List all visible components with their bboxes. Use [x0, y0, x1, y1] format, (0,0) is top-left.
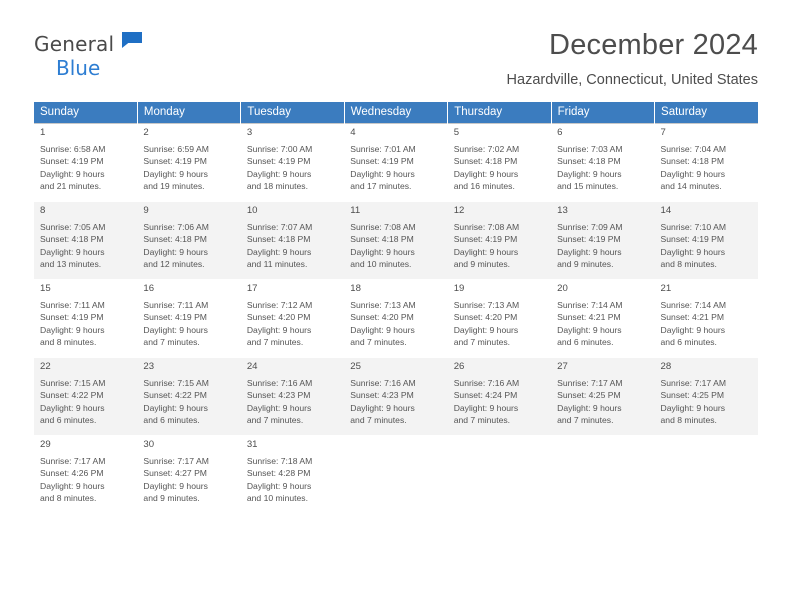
sunrise-text: Sunrise: 7:14 AM: [660, 299, 726, 310]
day-number: 4: [350, 127, 356, 138]
daylight-text-line1: Daylight: 9 hours: [453, 246, 519, 257]
sunrise-text: Sunrise: 7:12 AM: [246, 299, 313, 310]
calendar-day-cell[interactable]: [137, 358, 240, 436]
daylight-text-line2: and 6 minutes.: [40, 415, 97, 426]
calendar-day-cell[interactable]: [241, 202, 344, 280]
sunset-text: Sunset: 4:19 PM: [40, 156, 104, 167]
calendar-day-cell[interactable]: [137, 124, 240, 202]
calendar-empty-cell: [344, 436, 447, 514]
sunset-text: Sunset: 4:27 PM: [143, 468, 207, 479]
day-number: 19: [453, 283, 465, 294]
calendar-day-cell[interactable]: [655, 358, 758, 436]
weekday-header-monday: Monday: [137, 102, 240, 124]
sunset-text: Sunset: 4:21 PM: [660, 312, 725, 323]
sunset-text: Sunset: 4:18 PM: [246, 234, 311, 245]
logo[interactable]: [34, 26, 154, 78]
day-number: 26: [453, 361, 465, 372]
daylight-text-line1: Daylight: 9 hours: [350, 168, 415, 179]
calendar-week-row: [34, 436, 758, 514]
daylight-text-line2: and 8 minutes.: [660, 415, 717, 426]
daylight-text-line2: and 8 minutes.: [40, 337, 97, 348]
daylight-text-line1: Daylight: 9 hours: [557, 402, 622, 413]
day-number: 2: [143, 127, 149, 138]
daylight-text-line1: Daylight: 9 hours: [143, 168, 208, 179]
calendar-empty-cell: [551, 436, 654, 514]
sunrise-text: Sunrise: 7:09 AM: [557, 221, 623, 232]
day-number: 15: [40, 283, 51, 294]
daylight-text-line1: Daylight: 9 hours: [143, 402, 208, 413]
sunrise-text: Sunrise: 7:17 AM: [40, 455, 106, 466]
day-number: 7: [660, 127, 666, 138]
calendar-day-cell[interactable]: [241, 124, 344, 202]
sunrise-text: Sunrise: 6:58 AM: [40, 143, 106, 154]
daylight-text-line2: and 6 minutes.: [660, 337, 717, 348]
day-number: 12: [453, 205, 465, 216]
calendar-week-row: [34, 358, 758, 436]
calendar-week-row: [34, 280, 758, 358]
daylight-text-line1: Daylight: 9 hours: [660, 324, 726, 335]
sunset-text: Sunset: 4:18 PM: [660, 156, 725, 167]
weekday-header-sunday: Sunday: [34, 102, 137, 124]
calendar-day-cell[interactable]: [448, 124, 551, 202]
daylight-text-line2: and 14 minutes.: [660, 181, 722, 192]
calendar-day-cell[interactable]: [34, 202, 137, 280]
calendar-day-cell[interactable]: [655, 124, 758, 202]
title-block: [507, 26, 758, 88]
sunset-text: Sunset: 4:23 PM: [350, 390, 414, 401]
sunrise-text: Sunrise: 7:16 AM: [246, 377, 313, 388]
sunset-text: Sunset: 4:19 PM: [660, 234, 725, 245]
calendar-day-cell[interactable]: [655, 280, 758, 358]
calendar-day-cell[interactable]: [551, 358, 654, 436]
day-number: 29: [40, 439, 51, 450]
sunset-text: Sunset: 4:25 PM: [660, 390, 725, 401]
day-number: 11: [350, 205, 361, 216]
sunrise-text: Sunrise: 7:08 AM: [350, 221, 416, 232]
day-number: 18: [350, 283, 361, 294]
sunrise-text: Sunrise: 7:03 AM: [557, 143, 623, 154]
calendar-empty-cell: [448, 436, 551, 514]
daylight-text-line2: and 9 minutes.: [453, 259, 511, 270]
sunset-text: Sunset: 4:20 PM: [453, 312, 518, 323]
flag-corner-icon: [122, 32, 142, 48]
day-number: 6: [557, 127, 563, 138]
daylight-text-line1: Daylight: 9 hours: [143, 246, 208, 257]
calendar-week-row: [34, 124, 758, 202]
sunset-text: Sunset: 4:19 PM: [453, 234, 518, 245]
sunrise-text: Sunrise: 7:15 AM: [143, 377, 209, 388]
calendar-day-cell[interactable]: [34, 124, 137, 202]
sunset-text: Sunset: 4:26 PM: [40, 468, 104, 479]
daylight-text-line2: and 7 minutes.: [557, 415, 614, 426]
day-number: 14: [660, 205, 672, 216]
daylight-text-line1: Daylight: 9 hours: [143, 480, 208, 491]
day-number: 17: [246, 283, 258, 294]
day-number: 1: [40, 127, 46, 138]
daylight-text-line1: Daylight: 9 hours: [557, 324, 622, 335]
daylight-text-line2: and 9 minutes.: [557, 259, 614, 270]
sunrise-text: Sunrise: 7:16 AM: [350, 377, 416, 388]
day-number: 16: [143, 283, 155, 294]
daylight-text-line2: and 8 minutes.: [40, 493, 97, 504]
sunrise-text: Sunrise: 7:02 AM: [453, 143, 520, 154]
daylight-text-line2: and 7 minutes.: [453, 337, 511, 348]
daylight-text-line1: Daylight: 9 hours: [40, 246, 105, 257]
sunset-text: Sunset: 4:19 PM: [143, 156, 207, 167]
calendar-day-cell[interactable]: [241, 436, 344, 514]
day-number: 8: [40, 205, 46, 216]
calendar-day-cell[interactable]: [137, 280, 240, 358]
day-number: 27: [557, 361, 568, 372]
location-subtitle: Hazardville, Connecticut, United States: [506, 72, 758, 88]
daylight-text-line1: Daylight: 9 hours: [40, 324, 105, 335]
daylight-text-line2: and 10 minutes.: [350, 259, 412, 270]
sunrise-text: Sunrise: 7:15 AM: [40, 377, 106, 388]
sunrise-text: Sunrise: 7:11 AM: [143, 299, 209, 310]
sunset-text: Sunset: 4:22 PM: [143, 390, 207, 401]
calendar-day-cell[interactable]: [344, 280, 447, 358]
calendar-day-cell[interactable]: [655, 202, 758, 280]
sunrise-text: Sunrise: 7:05 AM: [40, 221, 106, 232]
day-number: 31: [246, 439, 258, 450]
sunset-text: Sunset: 4:21 PM: [557, 312, 621, 323]
daylight-text-line1: Daylight: 9 hours: [453, 168, 519, 179]
calendar-day-cell[interactable]: [34, 358, 137, 436]
daylight-text-line2: and 13 minutes.: [40, 259, 102, 270]
calendar-header-row: [34, 102, 758, 124]
sunset-text: Sunset: 4:23 PM: [246, 390, 311, 401]
day-number: 23: [143, 361, 155, 372]
daylight-text-line1: Daylight: 9 hours: [453, 324, 519, 335]
sunset-text: Sunset: 4:19 PM: [143, 312, 207, 323]
daylight-text-line1: Daylight: 9 hours: [40, 402, 105, 413]
weekday-header-wednesday: Wednesday: [344, 102, 447, 124]
day-number: 5: [453, 127, 460, 138]
day-number: 22: [40, 361, 51, 372]
daylight-text-line2: and 7 minutes.: [350, 415, 407, 426]
sunrise-text: Sunrise: 7:14 AM: [557, 299, 623, 310]
calendar-week-row: [34, 202, 758, 280]
daylight-text-line1: Daylight: 9 hours: [246, 168, 312, 179]
daylight-text-line2: and 7 minutes.: [143, 337, 200, 348]
calendar-day-cell[interactable]: [137, 436, 240, 514]
day-number: 20: [557, 283, 568, 294]
daylight-text-line2: and 9 minutes.: [143, 493, 200, 504]
sunrise-text: Sunrise: 7:11 AM: [40, 299, 105, 310]
calendar-empty-cell: [655, 436, 758, 514]
daylight-text-line2: and 15 minutes.: [557, 181, 619, 192]
daylight-text-line2: and 11 minutes.: [246, 259, 308, 270]
calendar-day-cell[interactable]: [448, 280, 551, 358]
day-number: 25: [350, 361, 361, 372]
sunset-text: Sunset: 4:20 PM: [350, 312, 414, 323]
daylight-text-line2: and 21 minutes.: [40, 181, 102, 192]
page-title: December 2024: [549, 29, 758, 61]
calendar-day-cell[interactable]: [551, 202, 654, 280]
sunrise-text: Sunrise: 7:17 AM: [557, 377, 623, 388]
sunrise-text: Sunrise: 7:17 AM: [660, 377, 726, 388]
daylight-text-line1: Daylight: 9 hours: [350, 324, 415, 335]
sunset-text: Sunset: 4:28 PM: [246, 468, 311, 479]
calendar-day-cell[interactable]: [551, 280, 654, 358]
weekday-header-thursday: Thursday: [448, 102, 551, 124]
daylight-text-line1: Daylight: 9 hours: [557, 168, 622, 179]
sunset-text: Sunset: 4:19 PM: [557, 234, 621, 245]
sunrise-text: Sunrise: 7:04 AM: [660, 143, 726, 154]
sunset-text: Sunset: 4:20 PM: [246, 312, 311, 323]
daylight-text-line1: Daylight: 9 hours: [246, 480, 312, 491]
daylight-text-line2: and 7 minutes.: [453, 415, 511, 426]
calendar-day-cell[interactable]: [137, 202, 240, 280]
daylight-text-line2: and 17 minutes.: [350, 181, 412, 192]
day-number: 10: [246, 205, 258, 216]
calendar-day-cell[interactable]: [344, 202, 447, 280]
daylight-text-line2: and 7 minutes.: [246, 337, 304, 348]
calendar-body: [34, 124, 758, 514]
calendar-day-cell[interactable]: [344, 358, 447, 436]
sunset-text: Sunset: 4:18 PM: [40, 234, 104, 245]
page-header: [0, 0, 792, 92]
calendar-day-cell[interactable]: [34, 280, 137, 358]
day-number: 9: [143, 205, 149, 216]
daylight-text-line2: and 7 minutes.: [350, 337, 407, 348]
sunrise-text: Sunrise: 7:17 AM: [143, 455, 209, 466]
weekday-header-tuesday: Tuesday: [241, 102, 344, 124]
daylight-text-line2: and 16 minutes.: [453, 181, 515, 192]
daylight-text-line1: Daylight: 9 hours: [246, 324, 312, 335]
sunrise-text: Sunrise: 7:07 AM: [246, 221, 313, 232]
daylight-text-line2: and 19 minutes.: [143, 181, 205, 192]
calendar-day-cell[interactable]: [344, 124, 447, 202]
sunset-text: Sunset: 4:18 PM: [557, 156, 621, 167]
daylight-text-line2: and 18 minutes.: [246, 181, 308, 192]
sunset-text: Sunset: 4:18 PM: [453, 156, 518, 167]
daylight-text-line2: and 10 minutes.: [246, 493, 308, 504]
daylight-text-line1: Daylight: 9 hours: [557, 246, 622, 257]
calendar-day-cell[interactable]: [448, 202, 551, 280]
sunrise-text: Sunrise: 7:13 AM: [350, 299, 416, 310]
daylight-text-line2: and 6 minutes.: [143, 415, 200, 426]
calendar-day-cell[interactable]: [34, 436, 137, 514]
calendar-day-cell[interactable]: [448, 358, 551, 436]
weekday-header-friday: Friday: [551, 102, 654, 124]
sunrise-text: Sunrise: 7:01 AM: [350, 143, 416, 154]
daylight-text-line1: Daylight: 9 hours: [40, 480, 105, 491]
daylight-text-line1: Daylight: 9 hours: [246, 246, 312, 257]
calendar-day-cell[interactable]: [551, 124, 654, 202]
day-number: 30: [143, 439, 155, 450]
sunrise-text: Sunrise: 7:08 AM: [453, 221, 520, 232]
day-number: 3: [246, 127, 253, 138]
daylight-text-line2: and 6 minutes.: [557, 337, 614, 348]
daylight-text-line1: Daylight: 9 hours: [40, 168, 105, 179]
sunrise-text: Sunrise: 6:59 AM: [143, 143, 209, 154]
calendar-day-cell[interactable]: [241, 280, 344, 358]
sunset-text: Sunset: 4:19 PM: [246, 156, 311, 167]
calendar-day-cell[interactable]: [241, 358, 344, 436]
sunrise-text: Sunrise: 7:16 AM: [453, 377, 520, 388]
daylight-text-line2: and 12 minutes.: [143, 259, 205, 270]
daylight-text-line1: Daylight: 9 hours: [453, 402, 519, 413]
sunrise-text: Sunrise: 7:13 AM: [453, 299, 520, 310]
daylight-text-line1: Daylight: 9 hours: [246, 402, 312, 413]
sunrise-text: Sunrise: 7:00 AM: [246, 143, 313, 154]
daylight-text-line1: Daylight: 9 hours: [660, 402, 726, 413]
daylight-text-line1: Daylight: 9 hours: [660, 246, 726, 257]
day-number: 13: [557, 205, 568, 216]
sunrise-text: Sunrise: 7:06 AM: [143, 221, 209, 232]
daylight-text-line1: Daylight: 9 hours: [350, 246, 415, 257]
sunrise-text: Sunrise: 7:10 AM: [660, 221, 726, 232]
daylight-text-line1: Daylight: 9 hours: [143, 324, 208, 335]
sunset-text: Sunset: 4:18 PM: [350, 234, 414, 245]
weekday-header-saturday: Saturday: [655, 102, 758, 124]
daylight-text-line2: and 8 minutes.: [660, 259, 717, 270]
daylight-text-line2: and 7 minutes.: [246, 415, 304, 426]
sunset-text: Sunset: 4:25 PM: [557, 390, 621, 401]
day-number: 21: [660, 283, 672, 294]
sunrise-text: Sunrise: 7:18 AM: [246, 455, 313, 466]
sunset-text: Sunset: 4:19 PM: [350, 156, 414, 167]
day-number: 28: [660, 361, 672, 372]
daylight-text-line1: Daylight: 9 hours: [350, 402, 415, 413]
sunset-text: Sunset: 4:19 PM: [40, 312, 104, 323]
day-number: 24: [246, 361, 258, 372]
sunset-text: Sunset: 4:22 PM: [40, 390, 104, 401]
logo-word-blue: Blue: [56, 56, 101, 80]
logo-word-general: General: [34, 32, 115, 56]
calendar-table: [34, 102, 758, 514]
sunset-text: Sunset: 4:24 PM: [453, 390, 518, 401]
daylight-text-line1: Daylight: 9 hours: [660, 168, 726, 179]
sunset-text: Sunset: 4:18 PM: [143, 234, 207, 245]
